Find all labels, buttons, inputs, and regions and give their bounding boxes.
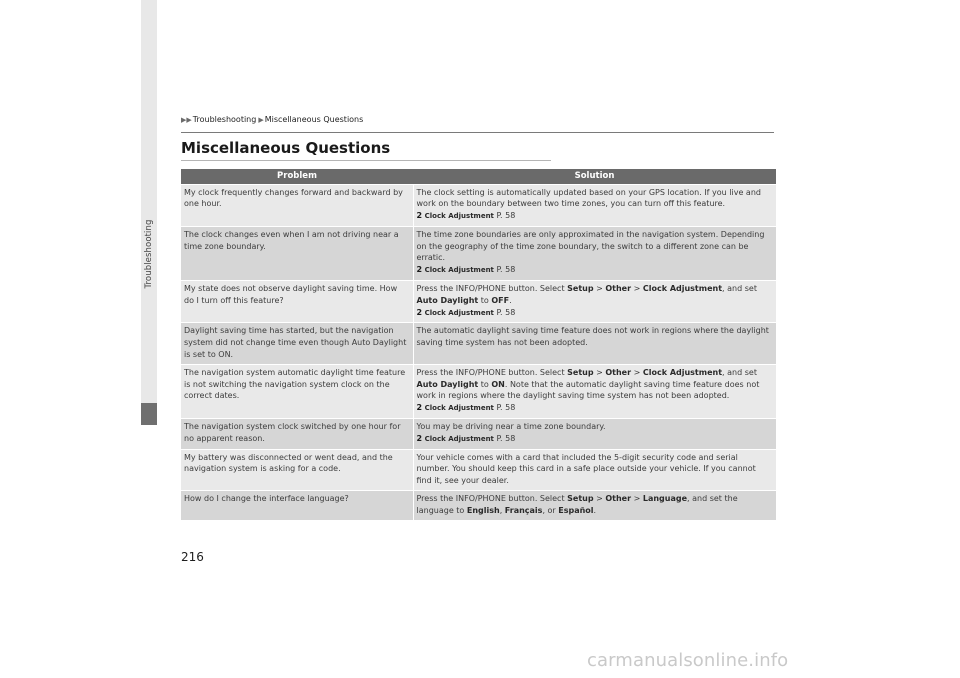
problem-cell: Daylight saving time has started, but the navigation system did not change time even though Auto Daylight is set to ON. <box>181 323 413 364</box>
table-row <box>181 184 776 226</box>
solution-cell <box>413 364 776 418</box>
solution-cell <box>413 226 776 280</box>
table-row <box>181 364 776 418</box>
table-row <box>181 491 776 520</box>
breadcrumb-arrow-icon: ▶▶ <box>181 115 192 124</box>
table-row <box>181 419 776 450</box>
breadcrumb-item-current: Miscellaneous Questions <box>264 115 364 124</box>
cross-reference[interactable] <box>417 210 774 223</box>
reference-page: P. 58 <box>496 433 516 443</box>
cross-reference[interactable] <box>417 402 774 415</box>
solution-cell <box>413 449 776 490</box>
side-tab <box>141 0 157 425</box>
table-row <box>181 281 776 323</box>
reference-page: P. 58 <box>496 403 516 413</box>
solution-cell <box>413 323 776 364</box>
page-number: 216 <box>181 550 204 564</box>
solution-text: Press the INFO/PHONE button. Select Setup > Other > Language, and set the language to English, Français, or Español. <box>416 494 738 515</box>
solution-cell <box>413 419 776 450</box>
solution-cell <box>413 281 776 323</box>
problem-cell: The navigation system automatic daylight time feature is not switching the navigation system clock on the correct dates. <box>181 364 413 418</box>
reference-page: P. 58 <box>496 211 516 221</box>
header-problem: Problem <box>181 169 413 184</box>
side-tab-label: Troubleshooting <box>144 219 154 289</box>
cross-reference[interactable] <box>417 307 774 320</box>
faq-table <box>181 169 776 520</box>
reference-arrow-icon: 2 <box>416 307 423 317</box>
cross-reference[interactable] <box>417 264 774 277</box>
reference-page: P. 58 <box>496 265 516 275</box>
solution-text: Press the INFO/PHONE button. Select Setup > Other > Clock Adjustment, and set Auto Daylight to ON. Note that the automatic daylight saving time feature does not work in regions where the daylight saving time system has not been adopted. <box>416 367 760 401</box>
solution-text: The clock setting is automatically updated based on your GPS location. If you live and work on the boundary between two time zones, you can turn off this feature. <box>416 187 761 209</box>
side-tab-marker <box>141 403 157 425</box>
reference-arrow-icon: 2 <box>416 403 423 413</box>
problem-cell: The clock changes even when I am not driving near a time zone boundary. <box>181 226 413 280</box>
watermark: carmanualsonline.info <box>587 650 789 671</box>
table-header-row <box>181 169 776 184</box>
reference-arrow-icon: 2 <box>416 211 423 221</box>
problem-cell: My clock frequently changes forward and backward by one hour. <box>181 184 413 226</box>
solution-text: Your vehicle comes with a card that included the 5-digit security code and serial number. You should keep this card in a safe place outside your vehicle. If you cannot find it, see your dealer. <box>416 452 756 486</box>
solution-text: Press the INFO/PHONE button. Select Setup > Other > Clock Adjustment, and set Auto Daylight to OFF. <box>416 284 757 305</box>
solution-cell <box>413 491 776 520</box>
solution-text: The time zone boundaries are only approximated in the navigation system. Depending on the geography of the time zone boundary, the switch to a different zone can be erratic. <box>416 229 765 263</box>
breadcrumb <box>181 115 365 124</box>
solution-cell <box>413 184 776 226</box>
reference-label: Clock Adjustment <box>424 308 494 317</box>
problem-cell: How do I change the interface language? <box>181 491 413 520</box>
table-row <box>181 226 776 280</box>
title-underline <box>181 160 551 161</box>
reference-label: Clock Adjustment <box>424 404 494 413</box>
table-row <box>181 449 776 490</box>
reference-arrow-icon: 2 <box>416 433 423 443</box>
breadcrumb-item-troubleshooting[interactable]: Troubleshooting <box>192 115 257 124</box>
reference-label: Clock Adjustment <box>424 434 494 443</box>
reference-label: Clock Adjustment <box>424 212 494 221</box>
solution-text: You may be driving near a time zone boundary. <box>416 422 606 432</box>
header-solution: Solution <box>413 169 776 184</box>
problem-cell: The navigation system clock switched by one hour for no apparent reason. <box>181 419 413 450</box>
breadcrumb-arrow-icon: ▶ <box>258 115 264 124</box>
page-title: Miscellaneous Questions <box>181 139 391 157</box>
table-row <box>181 323 776 364</box>
cross-reference[interactable] <box>417 433 774 446</box>
reference-label: Clock Adjustment <box>424 266 494 275</box>
header-divider <box>181 132 774 133</box>
problem-cell: My state does not observe daylight saving time. How do I turn off this feature? <box>181 281 413 323</box>
reference-page: P. 58 <box>496 307 516 317</box>
problem-cell: My battery was disconnected or went dead, and the navigation system is asking for a code. <box>181 449 413 490</box>
solution-text: The automatic daylight saving time feature does not work in regions where the daylight saving time system has not been adopted. <box>416 326 769 348</box>
reference-arrow-icon: 2 <box>416 265 423 275</box>
